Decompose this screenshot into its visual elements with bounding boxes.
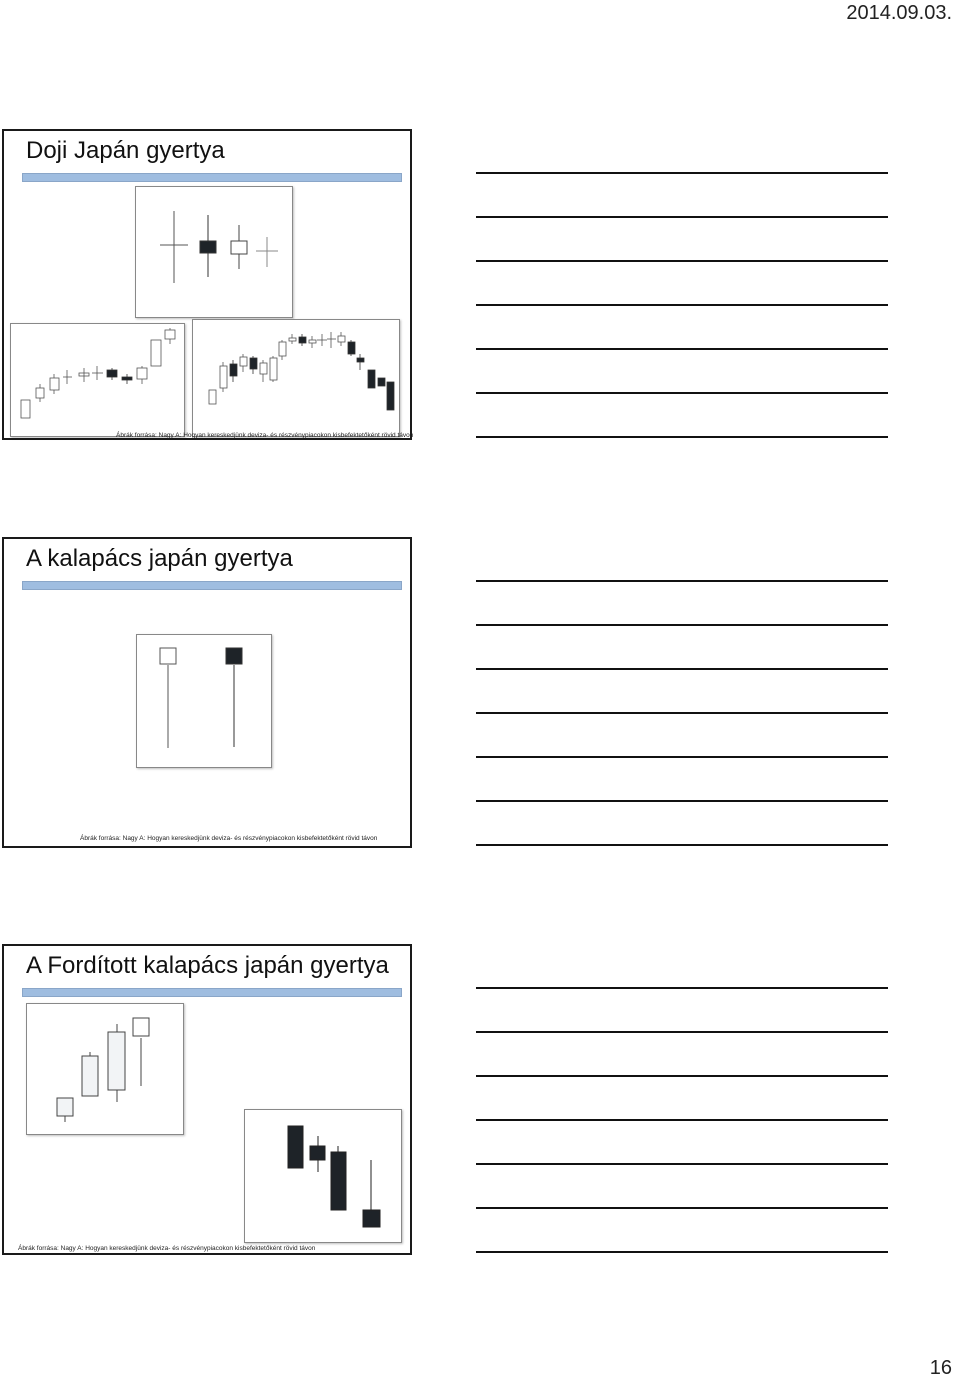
page-date: 2014.09.03. <box>846 2 952 24</box>
title-bar <box>22 988 402 997</box>
note-line[interactable] <box>476 756 888 758</box>
title-bar <box>22 581 402 590</box>
slide-title: A kalapács japán gyertya <box>26 545 293 572</box>
slide-title: A Fordított kalapács japán gyertya <box>26 952 389 979</box>
inverted-hammer-uptrend-candles <box>27 1004 183 1134</box>
note-line[interactable] <box>476 172 888 174</box>
note-line[interactable] <box>476 348 888 350</box>
slide-caption: Ábrák forrása: Nagy A: Hogyan kereskedjünk deviza- és részvénypiacokon kisbefektetőként rövid távon <box>116 432 414 439</box>
page-number: 16 <box>929 1357 952 1379</box>
note-line[interactable] <box>476 1251 888 1253</box>
note-line[interactable] <box>476 392 888 394</box>
note-line[interactable] <box>476 624 888 626</box>
note-line[interactable] <box>476 712 888 714</box>
note-line[interactable] <box>476 987 888 989</box>
slide-doji <box>2 129 412 440</box>
inverted-hammer-downtrend-candles <box>245 1110 401 1242</box>
inverted-hammer-downtrend-chart <box>244 1109 402 1243</box>
note-line[interactable] <box>476 436 888 438</box>
slide-inverted-hammer <box>2 944 412 1255</box>
note-line[interactable] <box>476 216 888 218</box>
reversal-candles <box>193 320 399 436</box>
slide-caption: Ábrák forrása: Nagy A: Hogyan kereskedjünk deviza- és részvénypiacokon kisbefektetőként rövid távon <box>80 835 378 842</box>
note-line[interactable] <box>476 1075 888 1077</box>
slide-title: Doji Japán gyertya <box>26 137 225 164</box>
inverted-hammer-uptrend-chart <box>26 1003 184 1135</box>
note-line[interactable] <box>476 1031 888 1033</box>
note-line[interactable] <box>476 304 888 306</box>
hammer-candles <box>137 635 271 767</box>
hammer-figure <box>136 634 272 768</box>
title-bar <box>22 173 402 182</box>
uptrend-candles <box>11 324 184 436</box>
doji-figure <box>135 186 293 318</box>
note-line[interactable] <box>476 1119 888 1121</box>
doji-candles <box>136 187 292 317</box>
note-line[interactable] <box>476 800 888 802</box>
slide-hammer <box>2 537 412 848</box>
note-line[interactable] <box>476 580 888 582</box>
note-line[interactable] <box>476 260 888 262</box>
uptrend-chart <box>10 323 185 437</box>
note-line[interactable] <box>476 1207 888 1209</box>
slide-caption: Ábrák forrása: Nagy A: Hogyan kereskedjünk deviza- és részvénypiacokon kisbefektetőként rövid távon <box>18 1245 316 1252</box>
note-line[interactable] <box>476 1163 888 1165</box>
note-line[interactable] <box>476 844 888 846</box>
note-line[interactable] <box>476 668 888 670</box>
reversal-chart <box>192 319 400 437</box>
